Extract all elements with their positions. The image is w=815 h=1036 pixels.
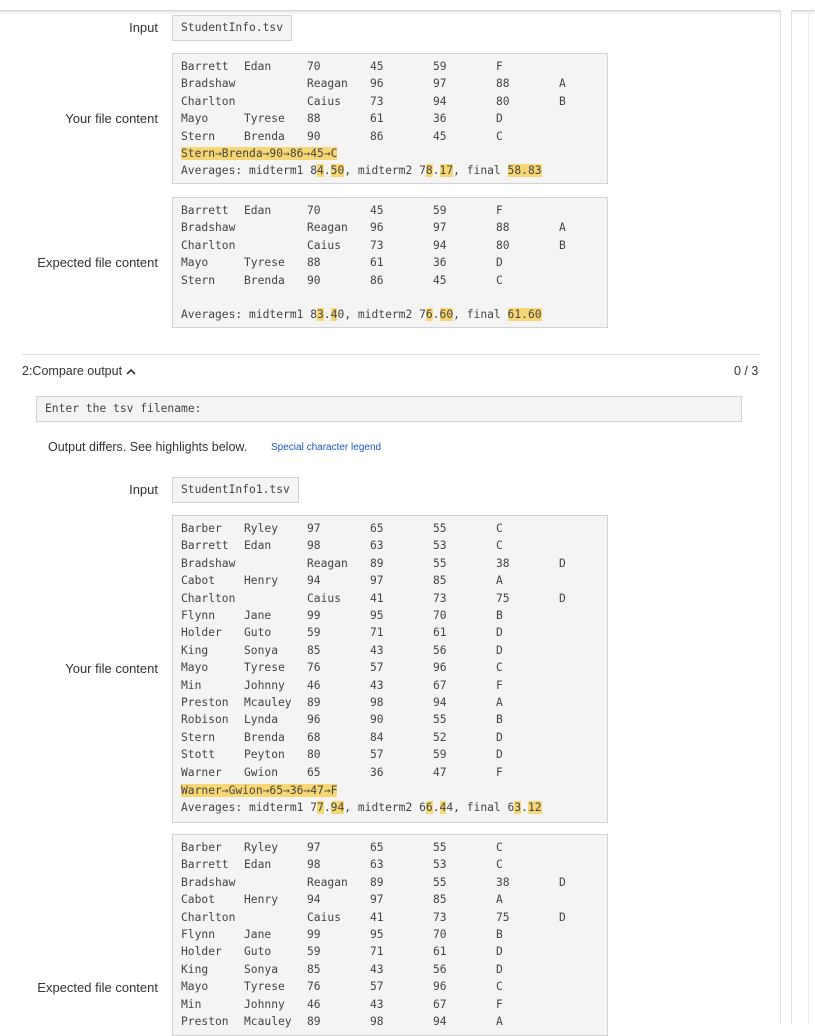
file-cell: C xyxy=(496,539,503,553)
file-cell: 43 xyxy=(370,997,384,1011)
file-cell: Barrett xyxy=(181,539,229,553)
file-cell: Stott xyxy=(181,748,216,762)
file-cell: C xyxy=(496,661,503,675)
input-filename-2: StudentInfo1.tsv xyxy=(172,477,299,503)
avg-text: , midterm2 6 xyxy=(344,801,426,814)
file-cell: 46 xyxy=(307,997,321,1011)
file-cell: D xyxy=(559,910,566,924)
file-cell: Edan xyxy=(244,858,272,872)
file-cell: Ryley xyxy=(244,522,279,535)
file-cell: 41 xyxy=(370,910,384,924)
avg-text: , final xyxy=(453,164,508,177)
file-cell: Bradshaw xyxy=(181,556,236,570)
file-cell: Caius xyxy=(307,94,342,108)
file-cell: 63 xyxy=(370,858,384,872)
file-cell: A xyxy=(496,574,503,588)
file-cell: 41 xyxy=(370,591,384,605)
file-cell: Jane xyxy=(244,609,272,622)
file-cell: 97 xyxy=(433,221,447,235)
avg-text: . xyxy=(323,164,331,177)
expected-file-content-box-2 xyxy=(172,834,608,1036)
file-cell: 55 xyxy=(433,522,447,535)
file-cell: D xyxy=(559,591,566,605)
file-cell: 63 xyxy=(370,539,384,553)
file-cell: Gwion xyxy=(244,765,279,779)
file-cell: Brenda xyxy=(244,273,285,287)
file-cell: 76 xyxy=(307,661,321,675)
file-cell: 36 xyxy=(433,256,447,270)
file-cell: 43 xyxy=(370,962,384,976)
your-file-content-box-2 xyxy=(172,515,608,823)
file-cell: Warner xyxy=(181,765,222,779)
avg-diff: 94 xyxy=(330,801,345,814)
file-cell: C xyxy=(496,858,503,872)
file-cell: B xyxy=(496,609,503,622)
file-cell: 70 xyxy=(307,204,321,217)
file-cell: Johnny xyxy=(244,678,285,692)
input-label: Input xyxy=(129,20,158,35)
file-cell: 88 xyxy=(496,77,510,91)
file-cell: 61 xyxy=(433,945,447,959)
file-cell: 61 xyxy=(370,256,384,270)
file-cell: 85 xyxy=(433,574,447,588)
file-cell: 94 xyxy=(307,574,321,588)
file-cell: Charlton xyxy=(181,910,236,924)
file-cell: 65 xyxy=(307,765,321,779)
file-cell: Ryley xyxy=(244,841,279,854)
avg-diff: 12 xyxy=(527,801,542,814)
file-cell: 96 xyxy=(370,77,384,91)
file-cell: D xyxy=(496,256,503,270)
file-cell: Tyrese xyxy=(244,980,285,994)
file-cell: 59 xyxy=(307,945,321,959)
file-cell: Barber xyxy=(181,841,222,854)
file-cell: B xyxy=(496,928,503,941)
file-cell: 45 xyxy=(433,273,447,287)
file-cell: F xyxy=(496,678,503,692)
file-cell: 88 xyxy=(496,221,510,235)
avg-diff: 4 xyxy=(439,801,447,814)
file-cell: 98 xyxy=(307,858,321,872)
file-cell: Min xyxy=(181,678,202,692)
chevron-up-icon xyxy=(126,365,136,379)
your-file-content-box xyxy=(172,53,608,184)
file-cell: 56 xyxy=(433,962,447,976)
file-cell: 86 xyxy=(370,129,384,143)
output-differs-text: Output differs. See highlights below. xyxy=(48,440,248,454)
file-cell: Jane xyxy=(244,928,272,941)
file-cell: 99 xyxy=(307,609,321,622)
file-cell: C xyxy=(496,273,503,287)
compare-output-title: 2:Compare output xyxy=(22,364,123,378)
avg-text: 4, final 6 xyxy=(446,801,515,814)
file-cell: Mayo xyxy=(181,256,209,270)
file-cell: King xyxy=(181,643,209,657)
file-cell: Bradshaw xyxy=(181,875,236,889)
section-divider xyxy=(22,354,760,355)
file-cell: Peyton xyxy=(244,748,285,762)
file-cell: 90 xyxy=(307,273,321,287)
file-cell: 57 xyxy=(370,748,384,762)
input-filename: StudentInfo.tsv xyxy=(172,15,292,41)
file-cell: 89 xyxy=(307,1015,321,1028)
file-cell: D xyxy=(559,556,566,570)
file-cell: Preston xyxy=(181,1015,229,1028)
file-cell: 55 xyxy=(433,841,447,854)
avg-diff: 6 xyxy=(425,308,433,321)
file-cell: Sonya xyxy=(244,962,279,976)
file-cell: 85 xyxy=(307,643,321,657)
file-cell: Robison xyxy=(181,713,229,727)
file-cell: 84 xyxy=(370,730,384,744)
avg-text: Averages: midterm1 8 xyxy=(181,308,318,321)
file-cell: 94 xyxy=(307,893,321,907)
file-cell: King xyxy=(181,962,209,976)
avg-text: Averages: midterm1 7 xyxy=(181,801,318,814)
file-cell: Mayo xyxy=(181,980,209,994)
file-cell: 88 xyxy=(307,112,321,126)
file-cell: 43 xyxy=(370,643,384,657)
score: 0 / 3 xyxy=(734,364,759,378)
file-cell: 94 xyxy=(433,696,447,709)
file-cell: 90 xyxy=(370,713,384,727)
file-cell: Mcauley xyxy=(244,1015,292,1028)
file-cell: Reagan xyxy=(307,875,348,889)
file-cell: Edan xyxy=(244,60,272,73)
file-cell: Bradshaw xyxy=(181,77,236,91)
file-cell: D xyxy=(496,626,503,640)
file-cell: 86 xyxy=(370,273,384,287)
file-cell: Flynn xyxy=(181,609,216,622)
file-cell: 38 xyxy=(496,875,510,889)
avg-diff: 17 xyxy=(439,164,454,177)
expected-file-content-box xyxy=(172,197,608,328)
your-file-label-2: Your file content xyxy=(65,661,158,676)
file-cell: 90 xyxy=(307,129,321,143)
file-cell: 43 xyxy=(370,678,384,692)
file-cell: 96 xyxy=(433,980,447,994)
avg-diff: 4 xyxy=(317,164,324,177)
file-cell: 70 xyxy=(433,609,447,622)
file-cell: 36 xyxy=(370,765,384,779)
file-cell: Charlton xyxy=(181,94,236,108)
file-cell: Tyrese xyxy=(244,256,285,270)
file-cell: 55 xyxy=(433,875,447,889)
file-cell: Stern xyxy=(181,730,216,744)
file-cell: 53 xyxy=(433,539,447,553)
file-cell: 97 xyxy=(370,574,384,588)
file-cell: Henry xyxy=(244,893,279,907)
file-cell: Edan xyxy=(244,204,272,217)
file-cell: D xyxy=(559,875,566,889)
file-cell: Reagan xyxy=(307,556,348,570)
file-cell: Brenda xyxy=(244,730,285,744)
input-label-2: Input xyxy=(129,482,158,497)
file-cell: Reagan xyxy=(307,77,348,91)
file-cell: 56 xyxy=(433,643,447,657)
file-cell: 71 xyxy=(370,945,384,959)
file-cell: 97 xyxy=(307,841,321,854)
file-cell: Preston xyxy=(181,696,229,709)
avg-text: . xyxy=(323,308,331,321)
file-cell: 52 xyxy=(433,730,447,744)
file-cell: D xyxy=(496,730,503,744)
avg-text: . xyxy=(432,164,440,177)
file-cell: Mayo xyxy=(181,661,209,675)
file-cell: 65 xyxy=(370,522,384,535)
file-cell: 61 xyxy=(433,626,447,640)
file-cell: Tyrese xyxy=(244,112,285,126)
file-cell: 73 xyxy=(370,238,384,252)
your-averages-line xyxy=(181,162,542,180)
file-cell: 80 xyxy=(307,748,321,762)
scrollbar-track[interactable] xyxy=(780,10,792,1024)
file-cell: 94 xyxy=(433,94,447,108)
expected-file-label: Expected file content xyxy=(37,255,158,270)
file-cell: 71 xyxy=(370,626,384,640)
file-cell: Henry xyxy=(244,574,279,588)
file-cell: 45 xyxy=(433,129,447,143)
avg-text: , final xyxy=(453,308,508,321)
file-cell: Barber xyxy=(181,522,222,535)
file-cell: Guto xyxy=(244,626,272,640)
file-cell: C xyxy=(496,980,503,994)
avg-diff: 60 xyxy=(439,308,454,321)
file-cell: 97 xyxy=(433,77,447,91)
file-cell: Min xyxy=(181,997,202,1011)
file-cell: A xyxy=(496,893,503,907)
file-cell: F xyxy=(496,997,503,1011)
file-cell: Stern xyxy=(181,273,216,287)
extra-line-highlight: Stern→Brenda→90→86→45→C xyxy=(181,147,338,160)
file-cell: Reagan xyxy=(307,221,348,235)
file-cell: F xyxy=(496,60,503,73)
file-cell: Edan xyxy=(244,539,272,553)
file-cell: D xyxy=(496,945,503,959)
file-cell: 53 xyxy=(433,858,447,872)
file-cell: 89 xyxy=(370,556,384,570)
file-cell: Caius xyxy=(307,238,342,252)
file-cell: 67 xyxy=(433,997,447,1011)
file-cell: Barrett xyxy=(181,204,229,217)
output-prompt: Enter the tsv filename: xyxy=(36,396,742,422)
file-cell: 45 xyxy=(370,60,384,73)
file-cell: Johnny xyxy=(244,997,285,1011)
file-cell: F xyxy=(496,765,503,779)
file-cell: 88 xyxy=(307,256,321,270)
file-cell: 76 xyxy=(307,980,321,994)
expected-file-label-2: Expected file content xyxy=(37,980,158,995)
avg-text: . xyxy=(521,801,528,814)
avg-text: Averages: midterm1 8 xyxy=(181,164,318,177)
compare-output-toggle[interactable] xyxy=(22,364,136,379)
file-cell: Lynda xyxy=(244,713,279,727)
file-cell: 97 xyxy=(370,893,384,907)
file-cell: 85 xyxy=(433,893,447,907)
file-cell: 73 xyxy=(433,910,447,924)
file-cell: Caius xyxy=(307,910,342,924)
file-cell: A xyxy=(496,696,503,709)
file-cell: 94 xyxy=(433,238,447,252)
file-cell: A xyxy=(559,77,566,91)
file-cell: Cabot xyxy=(181,893,216,907)
file-cell: 67 xyxy=(433,678,447,692)
file-cell: 80 xyxy=(496,94,510,108)
file-cell: 55 xyxy=(433,713,447,727)
special-character-legend-link[interactable]: Special character legend xyxy=(271,442,382,453)
file-cell: F xyxy=(496,204,503,217)
file-cell: D xyxy=(496,643,503,657)
right-divider xyxy=(808,10,809,1024)
file-cell: Barrett xyxy=(181,858,229,872)
avg-diff: 6 xyxy=(425,801,433,814)
file-cell: 65 xyxy=(370,841,384,854)
file-cell: 95 xyxy=(370,609,384,622)
file-cell: C xyxy=(496,841,503,854)
file-cell: Cabot xyxy=(181,574,216,588)
file-cell: 45 xyxy=(370,204,384,217)
file-cell: Mayo xyxy=(181,112,209,126)
file-cell: 95 xyxy=(370,928,384,941)
file-cell: 38 xyxy=(496,556,510,570)
expected-averages-line xyxy=(181,306,542,324)
file-cell: 73 xyxy=(433,591,447,605)
file-cell: Charlton xyxy=(181,238,236,252)
file-cell: D xyxy=(496,748,503,762)
file-cell: 70 xyxy=(307,60,321,73)
file-cell: 59 xyxy=(433,204,447,217)
file-cell: 68 xyxy=(307,730,321,744)
file-cell: B xyxy=(559,238,566,252)
file-cell: Sonya xyxy=(244,643,279,657)
file-cell: 36 xyxy=(433,112,447,126)
file-cell: A xyxy=(496,1015,503,1028)
file-cell: 59 xyxy=(307,626,321,640)
file-cell: 89 xyxy=(307,696,321,709)
avg-diff: 50 xyxy=(330,164,345,177)
your-file-label: Your file content xyxy=(65,111,158,126)
file-cell: 99 xyxy=(307,928,321,941)
avg-text: 0, midterm2 7 xyxy=(337,308,426,321)
file-cell: 96 xyxy=(307,713,321,727)
file-cell: Charlton xyxy=(181,591,236,605)
avg-text: , midterm2 7 xyxy=(344,164,426,177)
file-cell: B xyxy=(559,94,566,108)
avg-diff: 8 xyxy=(425,164,433,177)
avg-diff: 58.83 xyxy=(507,164,542,177)
avg-diff: 61.60 xyxy=(507,308,542,321)
avg-diff: 3 xyxy=(514,801,522,814)
file-cell: 46 xyxy=(307,678,321,692)
file-cell: D xyxy=(496,962,503,976)
file-cell: 59 xyxy=(433,60,447,73)
file-cell: 98 xyxy=(370,696,384,709)
avg-text: . xyxy=(323,801,331,814)
file-cell: Holder xyxy=(181,945,222,959)
file-cell: Bradshaw xyxy=(181,221,236,235)
your-averages-line-2 xyxy=(181,799,542,817)
file-cell: 61 xyxy=(370,112,384,126)
file-cell: 47 xyxy=(433,765,447,779)
avg-diff: 3 xyxy=(317,308,324,321)
avg-text: . xyxy=(432,801,440,814)
file-cell: Barrett xyxy=(181,60,229,73)
file-cell: 98 xyxy=(370,1015,384,1028)
file-cell: 96 xyxy=(370,221,384,235)
file-cell: 59 xyxy=(433,748,447,762)
file-cell: 57 xyxy=(370,661,384,675)
file-cell: C xyxy=(496,522,503,535)
file-cell: 98 xyxy=(307,539,321,553)
file-cell: 97 xyxy=(307,522,321,535)
file-cell: Holder xyxy=(181,626,222,640)
file-cell: 73 xyxy=(370,94,384,108)
file-cell: D xyxy=(496,112,503,126)
file-cell: 75 xyxy=(496,910,510,924)
avg-diff: 4 xyxy=(330,308,338,321)
file-cell: 55 xyxy=(433,556,447,570)
extra-line-highlight-2: Warner→Gwion→65→36→47→F xyxy=(181,784,338,797)
file-cell: 75 xyxy=(496,591,510,605)
file-cell: Tyrese xyxy=(244,661,285,675)
file-cell: 96 xyxy=(433,661,447,675)
avg-text: . xyxy=(432,308,440,321)
file-cell: 85 xyxy=(307,962,321,976)
file-cell: Brenda xyxy=(244,129,285,143)
file-cell: Guto xyxy=(244,945,272,959)
file-cell: Mcauley xyxy=(244,696,292,709)
file-cell: 57 xyxy=(370,980,384,994)
file-cell: A xyxy=(559,221,566,235)
file-cell: 94 xyxy=(433,1015,447,1028)
file-cell: Flynn xyxy=(181,928,216,941)
file-cell: 70 xyxy=(433,928,447,941)
file-cell: Stern xyxy=(181,129,216,143)
file-cell: C xyxy=(496,129,503,143)
top-bar xyxy=(0,0,815,11)
file-cell: 89 xyxy=(370,875,384,889)
avg-diff: 7 xyxy=(317,801,324,814)
file-cell: 80 xyxy=(496,238,510,252)
file-cell: Caius xyxy=(307,591,342,605)
file-cell: B xyxy=(496,713,503,727)
